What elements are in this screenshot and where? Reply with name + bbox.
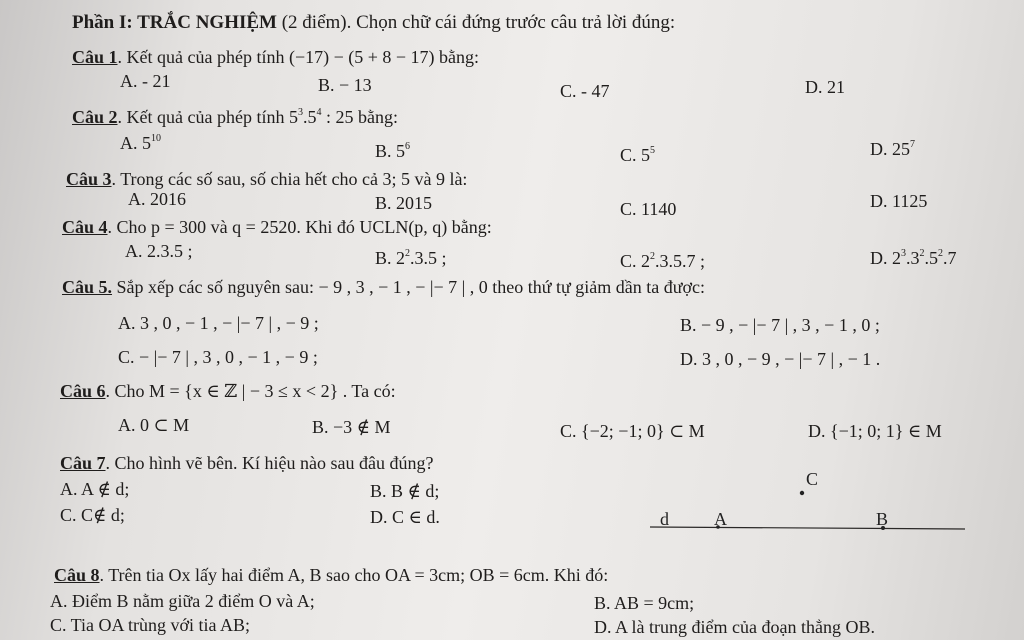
question-5-label: Câu 5.	[62, 277, 113, 297]
q3-option-c: C. 1140	[620, 199, 677, 219]
q2-option-b: B. $5^6$	[375, 141, 411, 161]
q6-option-d: D. {−1; 0; 1} ∈ M	[808, 421, 942, 441]
question-8-label: Câu 8	[54, 565, 100, 585]
question-6	[60, 380, 396, 402]
label-a: A	[714, 509, 727, 529]
q4-option-b: B. $2^2.3.5$ ;	[375, 248, 447, 268]
q3-option-b: B. 2015	[375, 193, 433, 213]
q4-option-a: A. 2.3.5 ;	[125, 241, 193, 261]
question-1-text: . Kết quả của phép tính (−17) − (5 + 8 − 17) bằng:	[117, 47, 480, 67]
q6-option-a: A. 0 ⊂ M	[118, 415, 190, 435]
question-8	[54, 564, 608, 586]
q4-option-d: D. $2^3.3^2.5^2.7$	[870, 248, 957, 268]
question-2	[72, 106, 398, 128]
question-3-label: Câu 3	[66, 169, 112, 189]
part-header	[72, 12, 675, 34]
q6-option-c: C. {−2; −1; 0} ⊂ M	[560, 421, 705, 441]
q5-option-a: A. 3 , 0 , − 1 , − |− 7 | , − 9 ;	[118, 313, 319, 333]
question-4-label: Câu 4	[62, 217, 108, 237]
question-4-text: . Cho p = 300 và q = 2520. Khi đó UCLN(p, q) bằng:	[107, 217, 492, 237]
q5-option-c: C. − |− 7 | , 3 , 0 , − 1 , − 9 ;	[118, 347, 318, 367]
question-4	[62, 216, 492, 238]
label-c: C	[806, 469, 819, 489]
q7-option-c: C. C∉ d;	[60, 505, 125, 525]
q1-option-c: C. - 47	[560, 81, 610, 101]
question-7-text: . Cho hình vẽ bên. Kí hiệu nào sau đâu đúng?	[105, 453, 434, 473]
question-8-text: . Trên tia Ox lấy hai điểm A, B sao cho OA = 3cm; OB = 6cm. Khi đó:	[99, 565, 609, 585]
q2-option-a: A. $5^{10}$	[120, 133, 161, 153]
label-b: B	[876, 509, 889, 529]
q2-exp-1: 3	[297, 107, 303, 118]
question-3	[66, 168, 467, 190]
question-6-label: Câu 6	[60, 381, 106, 401]
question-5-text: Sắp xếp các số nguyên sau: − 9 , 3 , − 1 , − |− 7 | , 0 theo thứ tự giảm dần ta được:	[112, 277, 706, 297]
q2-option-c: C. $5^5$	[620, 145, 656, 165]
question-7-label: Câu 7	[60, 453, 106, 473]
question-2-label: Câu 2	[72, 107, 118, 127]
part-instruction: (2 điểm). Chọn chữ cái đứng trước câu trả lời đúng:	[276, 12, 676, 33]
label-d: d	[660, 509, 669, 529]
question-6-text: . Cho M = {x ∈ ℤ | − 3 ≤ x < 2} . Ta có:	[105, 381, 396, 401]
question-3-text: . Trong các số sau, số chia hết cho cả 3; 5 và 9 là:	[111, 169, 468, 189]
question-1-label: Câu 1	[72, 47, 118, 67]
question-5	[62, 276, 705, 298]
q7-option-b: B. B ∉ d;	[370, 481, 440, 501]
q2-exp-2: 4	[316, 107, 322, 118]
line-figure	[640, 465, 980, 535]
q6-option-b: B. −3 ∉ M	[312, 417, 391, 437]
q3-option-a: A. 2016	[128, 189, 186, 209]
question-7	[60, 452, 433, 474]
q1-option-a: A. - 21	[120, 71, 171, 91]
q8-option-c: C. Tia OA trùng với tia AB;	[50, 615, 251, 635]
point-c-dot	[800, 491, 804, 495]
q5-option-d: D. 3 , 0 , − 9 , − |− 7 | , − 1 .	[680, 349, 881, 369]
q8-option-d: D. A là trung điểm của đoạn thẳng OB.	[594, 617, 875, 637]
q2-option-d: D. $25^7$	[870, 139, 915, 159]
line-d	[650, 527, 965, 529]
question-2-text: . Kết quả của phép tính 5	[117, 107, 298, 127]
q3-option-d: D. 1125	[870, 191, 928, 211]
question-1	[72, 46, 479, 68]
q5-option-b: B. − 9 , − |− 7 | , 3 , − 1 , 0 ;	[680, 315, 880, 335]
q4-option-c: C. $2^2.3.5.7$ ;	[620, 251, 706, 271]
q1-option-d: D. 21	[805, 77, 845, 97]
q8-option-a: A. Điểm B nằm giữa 2 điểm O và A;	[50, 591, 315, 611]
q2-tail: : 25 bằng:	[321, 107, 398, 127]
q7-option-d: D. C ∈ d.	[370, 507, 440, 527]
q7-option-a: A. A ∉ d;	[60, 479, 130, 499]
q1-option-b: B. − 13	[318, 75, 372, 95]
q8-option-b: B. AB = 9cm;	[594, 593, 695, 613]
q2-mid: .5	[302, 107, 317, 127]
part-label: Phần I: TRẮC NGHIỆM	[72, 12, 277, 33]
